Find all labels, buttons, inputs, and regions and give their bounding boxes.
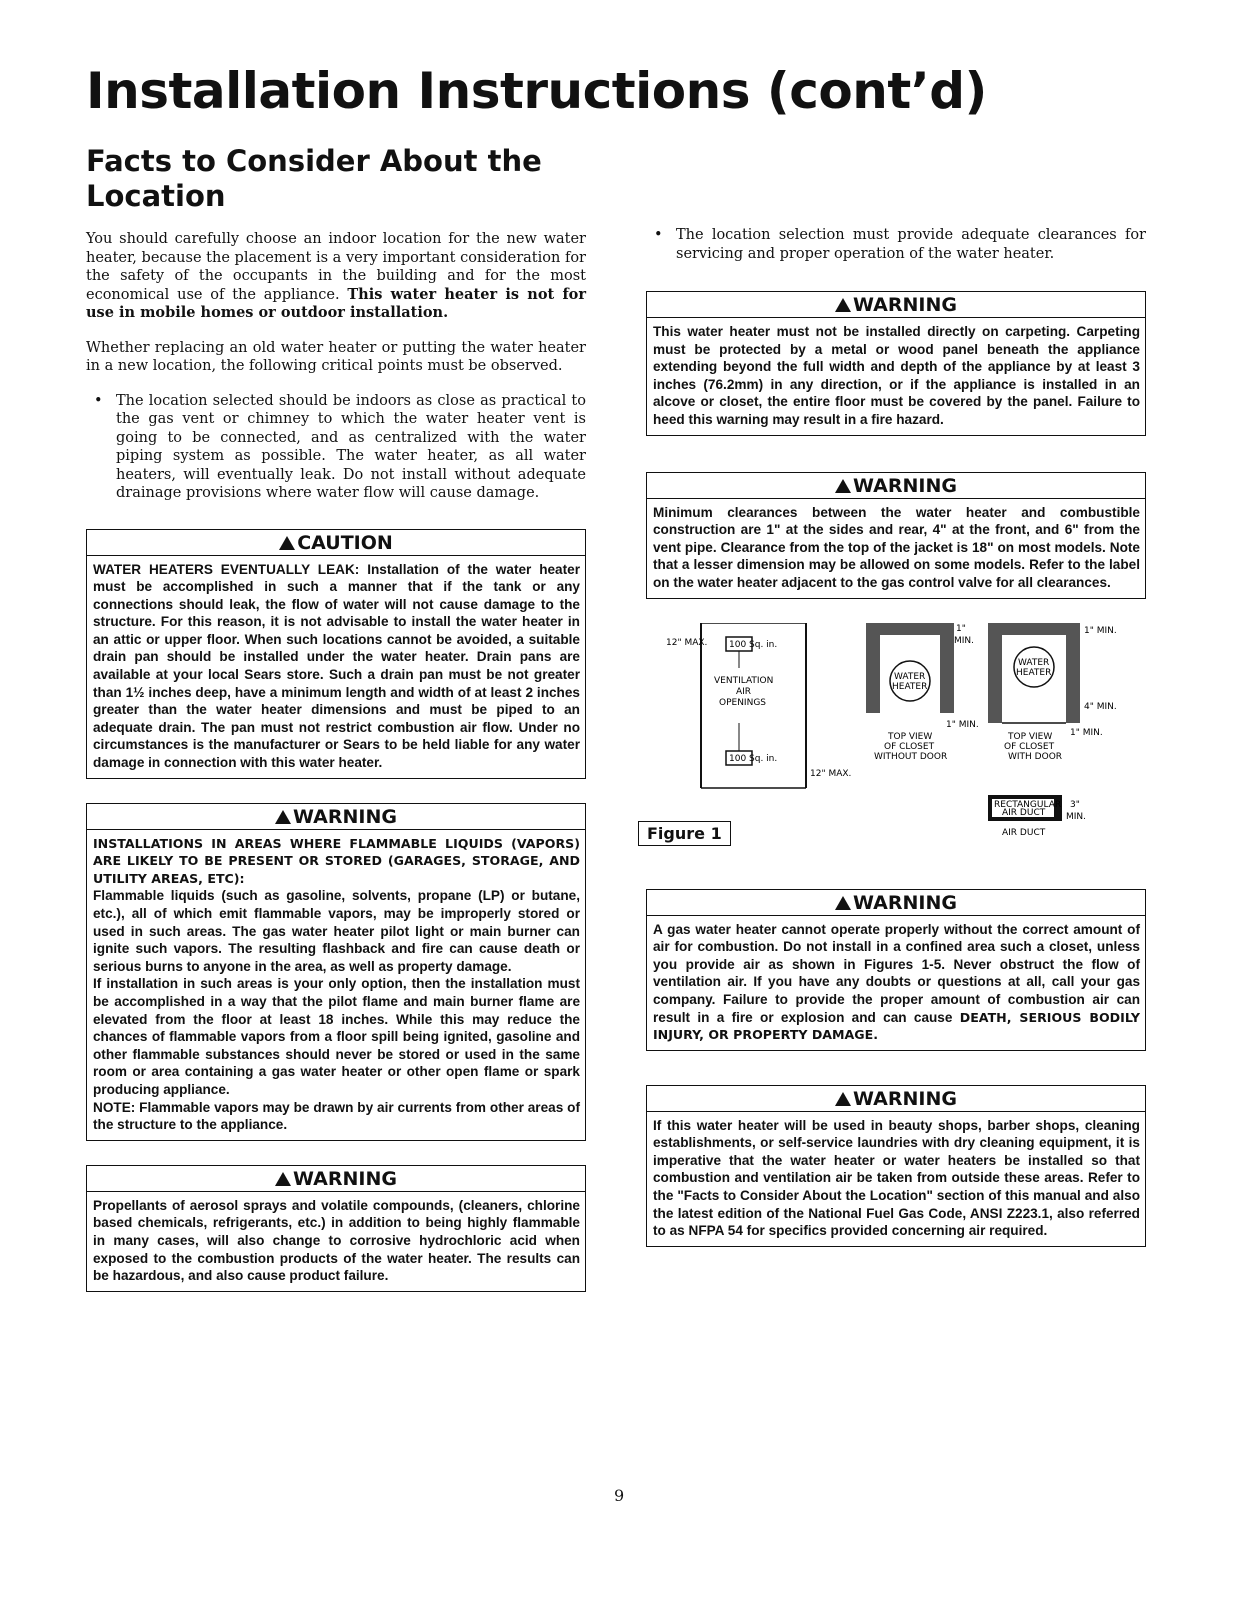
air-duct-inner-label: AIR DUCT (1002, 807, 1046, 818)
warning-combustion-body: A gas water heater cannot operate properly without the correct amount of air for combustion. Do not install in a confined area such a closet, unless you provide air as shown in Figures 1-5. Never obstruct the flow of ventilation air. If you have any doubts or questions at all, call your gas company. Failure to provide the proper amount of combustion air can result in a fire or explosion and can cause (653, 921, 1140, 1025)
min4-label: 4" MIN. (1084, 701, 1117, 712)
air-duct-diagram (988, 795, 1086, 838)
warning-text: Minimum clearances between the water heater and combustible construction are 1" at the sides and rear, 4" at the front, and 6" from the vent pipe. Clearance from the top of the jacket is 18" on most models. Note that a lesser dimension may be allowed on some models. Refer to the label on the water heater adjacent to the gas control valve for all clearances. (653, 504, 1140, 590)
warning-heading: WARNING (87, 1166, 585, 1192)
min-label: MIN. (954, 635, 975, 646)
right-bullet-list (646, 226, 1146, 263)
vent-label-2: AIR (736, 686, 752, 697)
warning-text: Propellants of aerosol sprays and volatile compounds, (cleaners, chlorine based chemicals, refrigerants, etc.) in addition to being highly flammable in many cases, will also change to corrosive hydrochloric acid when exposed to the combustion products of the water heater. The results can be hazardous, and also cause product failure. (93, 1197, 580, 1284)
max12-top-label: 12" MAX. (666, 637, 708, 648)
max12-bottom-label: 12" MAX. (810, 768, 852, 779)
warning-heading: WARNING (647, 473, 1145, 499)
intro-text: You should carefully choose an indoor location for the new water heater, because the placement is a very important consideration for the safety of the occupants in the building and for the most economical use of the appliance. (86, 231, 586, 303)
warning-paragraph-1: Flammable liquids (such as gasoline, solvents, propane (LP) or butane, etc.), all of which emit flammable vapors, may be improperly stored or used in such areas. The gas water heater pilot light or main burner can ignite such vapors. The resulting flashback and fire can cause death or serious burns to anyone in the area, as well as property damage. (93, 888, 580, 974)
warning-text (93, 835, 580, 1134)
warning-heading: WARNING (87, 804, 585, 830)
caution-box (86, 529, 586, 779)
heater-label: HEATER (892, 681, 928, 692)
air-duct-label: AIR DUCT (1002, 827, 1046, 838)
bullet-location: • The location selected should be indoors as close as practical to the gas vent or chimney to which the water heater vent is going to be connected, and as centralized with the water piping system as possible. The water heater, as all water heaters, will eventually leak. Do not install without adequate drainage provisions where water flow will cause damage. (116, 392, 586, 503)
with-door-label: WITH DOOR (1008, 751, 1063, 762)
water-label: WATER (894, 671, 926, 682)
intro-paragraph-2: Whether replacing an old water heater or putting the water heater in a new location, the following critical points must be observed. (86, 339, 586, 374)
min1-door-label: 1" MIN. (1070, 727, 1103, 738)
vent-sq-bottom: 100 Sq. in. (729, 753, 778, 764)
warning-box-flammable (86, 803, 586, 1141)
water-label: WATER (1018, 657, 1050, 668)
top-view-label: TOP VIEW (888, 731, 933, 742)
warning-paragraph-2: If installation in such areas is your only option, then the installation must be accomplished in a way that the pilot flame and main burner flame are elevated from the floor at least 18 inches. While this may reduce the chances of flammable vapors from a floor spill being ignited, gasoline and other flammable substances should never be stored or used in the same room or area containing a gas water heater or other open flame or spark producing appliance. (93, 976, 580, 1097)
closet-door-wall-left (988, 623, 1002, 723)
closet-vent-diagram (666, 623, 851, 788)
bullet-clearances: • The location selection must provide adequate clearances for servicing and proper operation of the water heater. (676, 226, 1146, 263)
right-column (646, 226, 1146, 1271)
intro-bold-notice: This water heater is not for use in mobile homes or outdoor installation. (86, 285, 586, 321)
of-closet-label-2: OF CLOSET (1004, 741, 1055, 752)
closet-wall-left (866, 623, 880, 713)
warning-triangle-icon (835, 298, 851, 312)
caution-heading: CAUTION (87, 530, 585, 556)
left-column (86, 230, 586, 1316)
warning-box-beauty-shops (646, 1085, 1146, 1247)
warning-triangle-icon (279, 536, 295, 550)
of-closet-label: OF CLOSET (884, 741, 935, 752)
warning-note: NOTE: Flammable vapors may be drawn by air currents from other areas of the structure to the appliance. (93, 1099, 580, 1133)
warning-heading: WARNING (647, 292, 1145, 318)
warning-combustion-caps: DEATH, SERIOUS BODILY INJURY, OR PROPERTY DAMAGE. (653, 1009, 1141, 1043)
vent-label-1: VENTILATION (714, 675, 774, 686)
closet-wall-right (940, 623, 954, 713)
figure-1 (626, 623, 1146, 863)
warning-box-combustion (646, 889, 1146, 1051)
warning-heading: WARNING (647, 1086, 1145, 1112)
warning-box-carpet (646, 291, 1146, 436)
min3-min-label: MIN. (1066, 811, 1087, 822)
page-title: Installation Instructions (cont’d) (86, 62, 987, 120)
warning-triangle-icon (835, 479, 851, 493)
warning-triangle-icon (275, 1172, 291, 1186)
warning-triangle-icon (835, 1092, 851, 1106)
min3-label: 3" (1070, 799, 1080, 810)
min1-bottom-label: 1" MIN. (946, 719, 979, 730)
intro-paragraph (86, 230, 586, 323)
warning-box-clearances (646, 472, 1146, 599)
heater-label: HEATER (1016, 667, 1052, 678)
section-title: Facts to Consider About the Location (86, 144, 542, 213)
warning-box-propellants (86, 1165, 586, 1292)
vent-sq-top: 100 Sq. in. (729, 639, 778, 650)
warning-caps-text: INSTALLATIONS IN AREAS WHERE FLAMMABLE LIQUIDS (VAPORS) ARE LIKELY TO BE PRESENT OR STORED (GARAGES, STORAGE, AND UTILITY AREAS, ETC): (93, 835, 580, 886)
bullet-list (86, 392, 586, 503)
warning-triangle-icon (275, 810, 291, 824)
warning-triangle-icon (835, 896, 851, 910)
warning-text: If this water heater will be used in beauty shops, barber shops, cleaning establishments, or self-service laundries with dry cleaning equipment, it is imperative that the water heater or water heaters be installed so that combustion and ventilation air be taken from outside these areas. Refer to the "Facts to Consider About the Location" section of this manual and also the latest edition of the National Fuel Gas Code, ANSI Z223.1, also referred to as NFPA 54 for specifics provided concerning air required. (653, 1117, 1140, 1239)
closet-door-wall-right (1066, 623, 1080, 723)
warning-heading: WARNING (647, 890, 1145, 916)
rect-duct-label: RECTANGULAR (994, 799, 1062, 810)
min1-side-label: 1" MIN. (1084, 625, 1117, 636)
warning-text: This water heater must not be installed directly on carpeting. Carpeting must be protected by a metal or wood panel beneath the appliance extending beyond the full width and depth of the appliance by at least 3 inches (76.2mm) in any direction, or if the appliance is installed in an alcove or closet, the entire floor must be covered by the panel. Failure to heed this warning may result in a fire hazard. (653, 324, 1140, 427)
caution-text: WATER HEATERS EVENTUALLY LEAK: Installation of the water heater must be accomplished in such a manner that if the tank or any connections should leak, the flow of water will not cause damage to the structure. For this reason, it is not advisable to install the water heater in an attic or upper floor. When such locations cannot be avoided, a suitable drain pan should be installed under the water heater. Drain pans are available at your local Sears store. Such a drain pan must be not greater than 1½ inches deep, have a minimum length and width of at least 2 inches greater than the water heater dimensions and must be piped to an adequate drain. The pan must not restrict combustion air flow. Under no circumstances is the manufacturer or Sears to be held liable for any water damage in connection with this water heater. (93, 561, 580, 771)
top-view-label-2: TOP VIEW (1008, 731, 1053, 742)
figure-label: Figure 1 (638, 821, 731, 846)
min1-top-label: 1" (956, 623, 966, 634)
page-number: 9 (614, 1486, 625, 1505)
vent-label-3: OPENINGS (719, 697, 767, 708)
closet-with-door-diagram (988, 623, 1117, 762)
closet-without-door-diagram (866, 623, 979, 762)
warning-text (653, 921, 1140, 1044)
without-door-label: WITHOUT DOOR (874, 751, 948, 762)
